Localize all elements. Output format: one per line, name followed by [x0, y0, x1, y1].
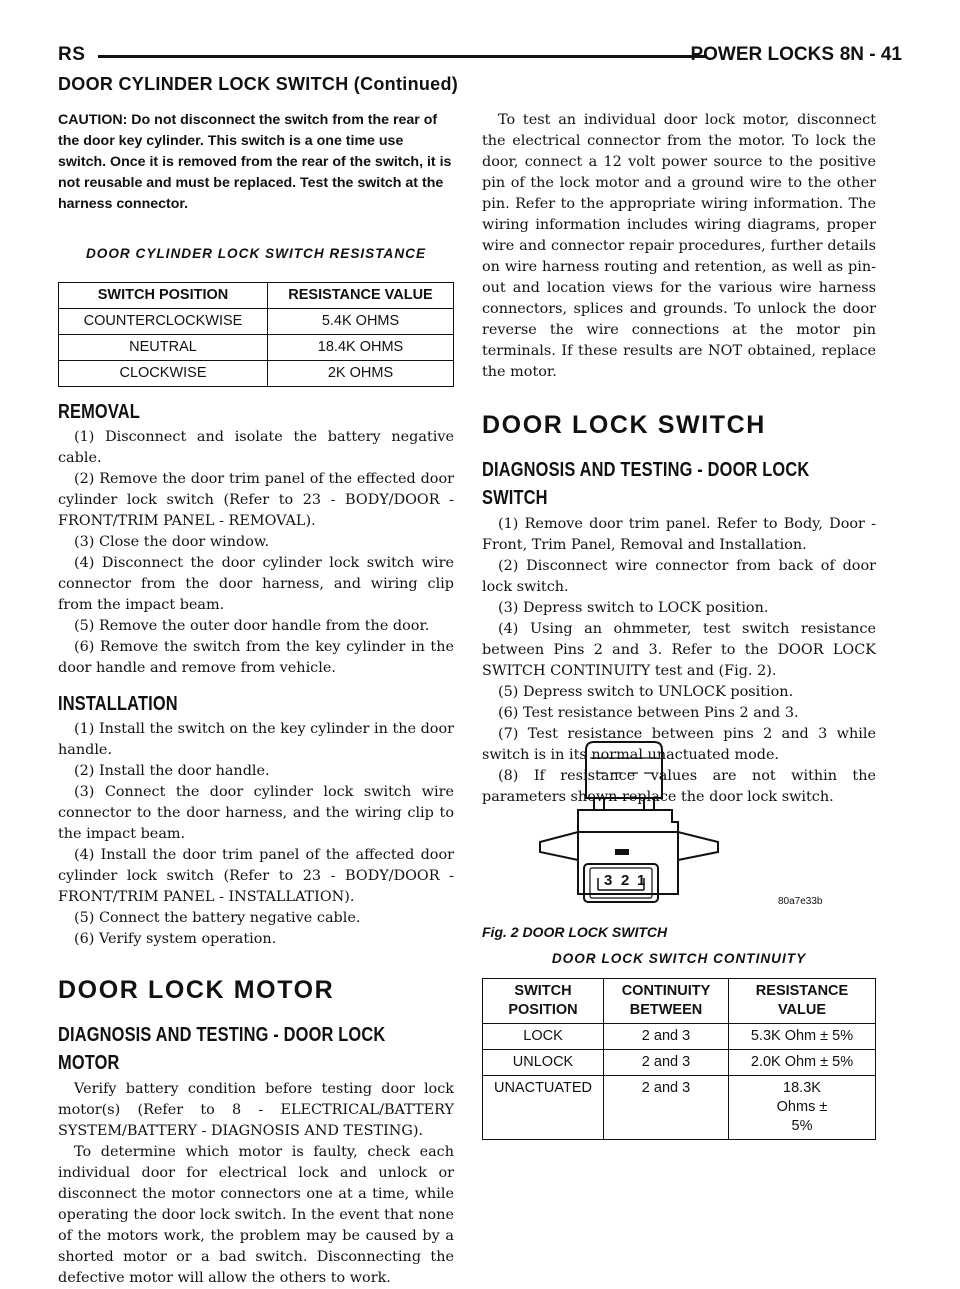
table-header-cell: SWITCH POSITION	[59, 283, 268, 309]
table-cell: 18.3K Ohms ± 5%	[729, 1076, 876, 1140]
table-cell: 2K OHMS	[268, 361, 454, 387]
installation-step: (1) Install the switch on the key cylinder in the door handle.	[58, 721, 455, 758]
table-header-cell: RESISTANCE VALUE	[268, 283, 454, 309]
table-row	[59, 309, 454, 335]
table-cell: UNLOCK	[483, 1050, 604, 1076]
table-row	[483, 1024, 876, 1050]
table-header-cell: CONTINUITY BETWEEN	[604, 979, 729, 1024]
switch-step: (4) Using an ohmmeter, test switch resistance between Pins 2 and 3. Refer to the DOOR LOCK SWITCH CONTINUITY test and (Fig. 2).	[482, 621, 876, 679]
header-title: POWER LOCKS	[690, 44, 834, 65]
door-lock-switch-drawing	[482, 740, 876, 916]
right-column	[482, 110, 876, 808]
continued-heading: DOOR CYLINDER LOCK SWITCH (Continued)	[58, 74, 459, 94]
section-code: RS	[58, 44, 86, 65]
switch-step: (6) Test resistance between Pins 2 and 3.	[498, 705, 799, 721]
removal-heading: REMOVAL	[58, 401, 140, 423]
table-cell: CLOCKWISE	[59, 361, 268, 387]
motor-paragraph: Verify battery condition before testing door lock motor(s) (Refer to 8 - ELECTRICAL/BATTERY SYSTEM/BATTERY - DIAGNOSIS AND TESTING).	[58, 1081, 454, 1139]
motor-paragraph: To determine which motor is faulty, check each individual door for electrical lock and unlock or disconnect the motor connectors one at a time, while operating the door lock switch. In the event that none of the motors work, the problem may be caused by a shorted motor or a bad switch. Disconnecting the defective motor will allow the others to work.	[58, 1144, 454, 1286]
header-rule	[98, 55, 706, 58]
switch-step: (3) Depress switch to LOCK position.	[498, 600, 769, 616]
continuity-table-caption: DOOR LOCK SWITCH CONTINUITY	[551, 951, 807, 966]
table-cell: 18.4K OHMS	[268, 335, 454, 361]
switch-step: (2) Disconnect wire connector from back of door lock switch.	[482, 558, 876, 595]
switch-step: (7) Test resistance between pins 2 and 3 while switch is in its normal unactuated mode.	[482, 726, 876, 763]
installation-step: (2) Install the door handle.	[74, 763, 270, 779]
table-row	[483, 1050, 876, 1076]
removal-step: (1) Disconnect and isolate the battery negative cable.	[58, 429, 454, 466]
table-cell: 5.4K OHMS	[268, 309, 454, 335]
pin-label: 2	[621, 872, 630, 889]
figure-code: 80a7e33b	[778, 896, 823, 907]
removal-step: (3) Close the door window.	[74, 534, 270, 550]
resistance-table	[58, 282, 454, 387]
table-cell: 2.0K Ohm ± 5%	[729, 1050, 876, 1076]
page-header	[58, 44, 902, 74]
pin-label: 3	[604, 872, 613, 889]
removal-step: (2) Remove the door trim panel of the effected door cylinder lock switch (Refer to 23 - BODY/DOOR - FRONT/TRIM PANEL - REMOVAL).	[58, 471, 454, 529]
installation-heading: INSTALLATION	[58, 693, 178, 715]
continuity-table	[482, 978, 876, 1140]
removal-step: (4) Disconnect the door cylinder lock switch wire connector from the door harness, and wiring clip from the impact beam.	[58, 555, 454, 613]
table-cell: COUNTERCLOCKWISE	[59, 309, 268, 335]
table-header-cell: RESISTANCE VALUE	[729, 979, 876, 1024]
door-lock-switch-figure	[482, 740, 876, 916]
switch-diagnosis-heading: DIAGNOSIS AND TESTING - DOOR LOCK SWITCH	[482, 459, 810, 509]
table-cell: UNACTUATED	[483, 1076, 604, 1140]
switch-step: (8) If resistance values are not within the parameters shown replace the door lock switch.	[482, 768, 876, 805]
table-header-cell: SWITCH POSITION	[483, 979, 604, 1024]
caution-text: CAUTION: Do not disconnect the switch from the rear of the door key cylinder. This switch is a one time use switch. Once it is removed from the rear of the switch, it is not reusable and must be replaced. Test the switch at the harness connector.	[58, 112, 452, 212]
pin-label: 1	[637, 872, 646, 889]
table-row	[59, 361, 454, 387]
table-cell: 5.3K Ohm ± 5%	[729, 1024, 876, 1050]
table-cell: LOCK	[483, 1024, 604, 1050]
removal-step: (5) Remove the outer door handle from the door.	[74, 618, 430, 634]
table-row	[59, 335, 454, 361]
motor-diagnosis-heading: DIAGNOSIS AND TESTING - DOOR LOCK MOTOR	[58, 1024, 386, 1074]
table-header-row	[483, 979, 876, 1024]
door-lock-switch-heading: DOOR LOCK SWITCH	[482, 411, 766, 439]
installation-step: (5) Connect the battery negative cable.	[74, 910, 361, 926]
table-cell: NEUTRAL	[59, 335, 268, 361]
switch-step: (5) Depress switch to UNLOCK position.	[498, 684, 794, 700]
motor-test-paragraph: To test an individual door lock motor, disconnect the electrical connector from the motor. To lock the door, connect a 12 volt power source to the positive pin of the lock motor and a ground wire to the other pin. Refer to the appropriate wiring information. The wiring information includes wiring diagrams, proper wire and connector repair procedures, further details on wire harness routing and retention, as well as pin-out and location views for the various wire harness connectors, splices and grounds. To unlock the door reverse the wire connections at the motor pin terminals. If these results are NOT obtained, replace the motor.	[482, 112, 876, 380]
installation-step: (6) Verify system operation.	[74, 931, 277, 947]
door-lock-motor-heading: DOOR LOCK MOTOR	[58, 976, 335, 1004]
removal-step: (6) Remove the switch from the key cylinder in the door handle and remove from vehicle.	[58, 639, 454, 676]
page-number: 8N - 41	[839, 44, 902, 65]
left-column	[58, 110, 454, 1289]
installation-step: (3) Connect the door cylinder lock switch wire connector to the door harness, and the wiring clip to the impact beam.	[58, 784, 454, 842]
table-cell: 2 and 3	[604, 1050, 729, 1076]
switch-step: (1) Remove door trim panel. Refer to Body, Door - Front, Trim Panel, Removal and Installation.	[482, 516, 876, 553]
resistance-table-caption: DOOR CYLINDER LOCK SWITCH RESISTANCE	[85, 246, 427, 261]
table-cell: 2 and 3	[604, 1024, 729, 1050]
installation-step: (4) Install the door trim panel of the affected door cylinder lock switch (Refer to 23 - BODY/DOOR - FRONT/TRIM PANEL - INSTALLATION).	[58, 847, 454, 905]
table-cell: 2 and 3	[604, 1076, 729, 1140]
table-header-row	[59, 283, 454, 309]
table-row	[483, 1076, 876, 1140]
figure-caption: Fig. 2 DOOR LOCK SWITCH	[482, 924, 668, 940]
